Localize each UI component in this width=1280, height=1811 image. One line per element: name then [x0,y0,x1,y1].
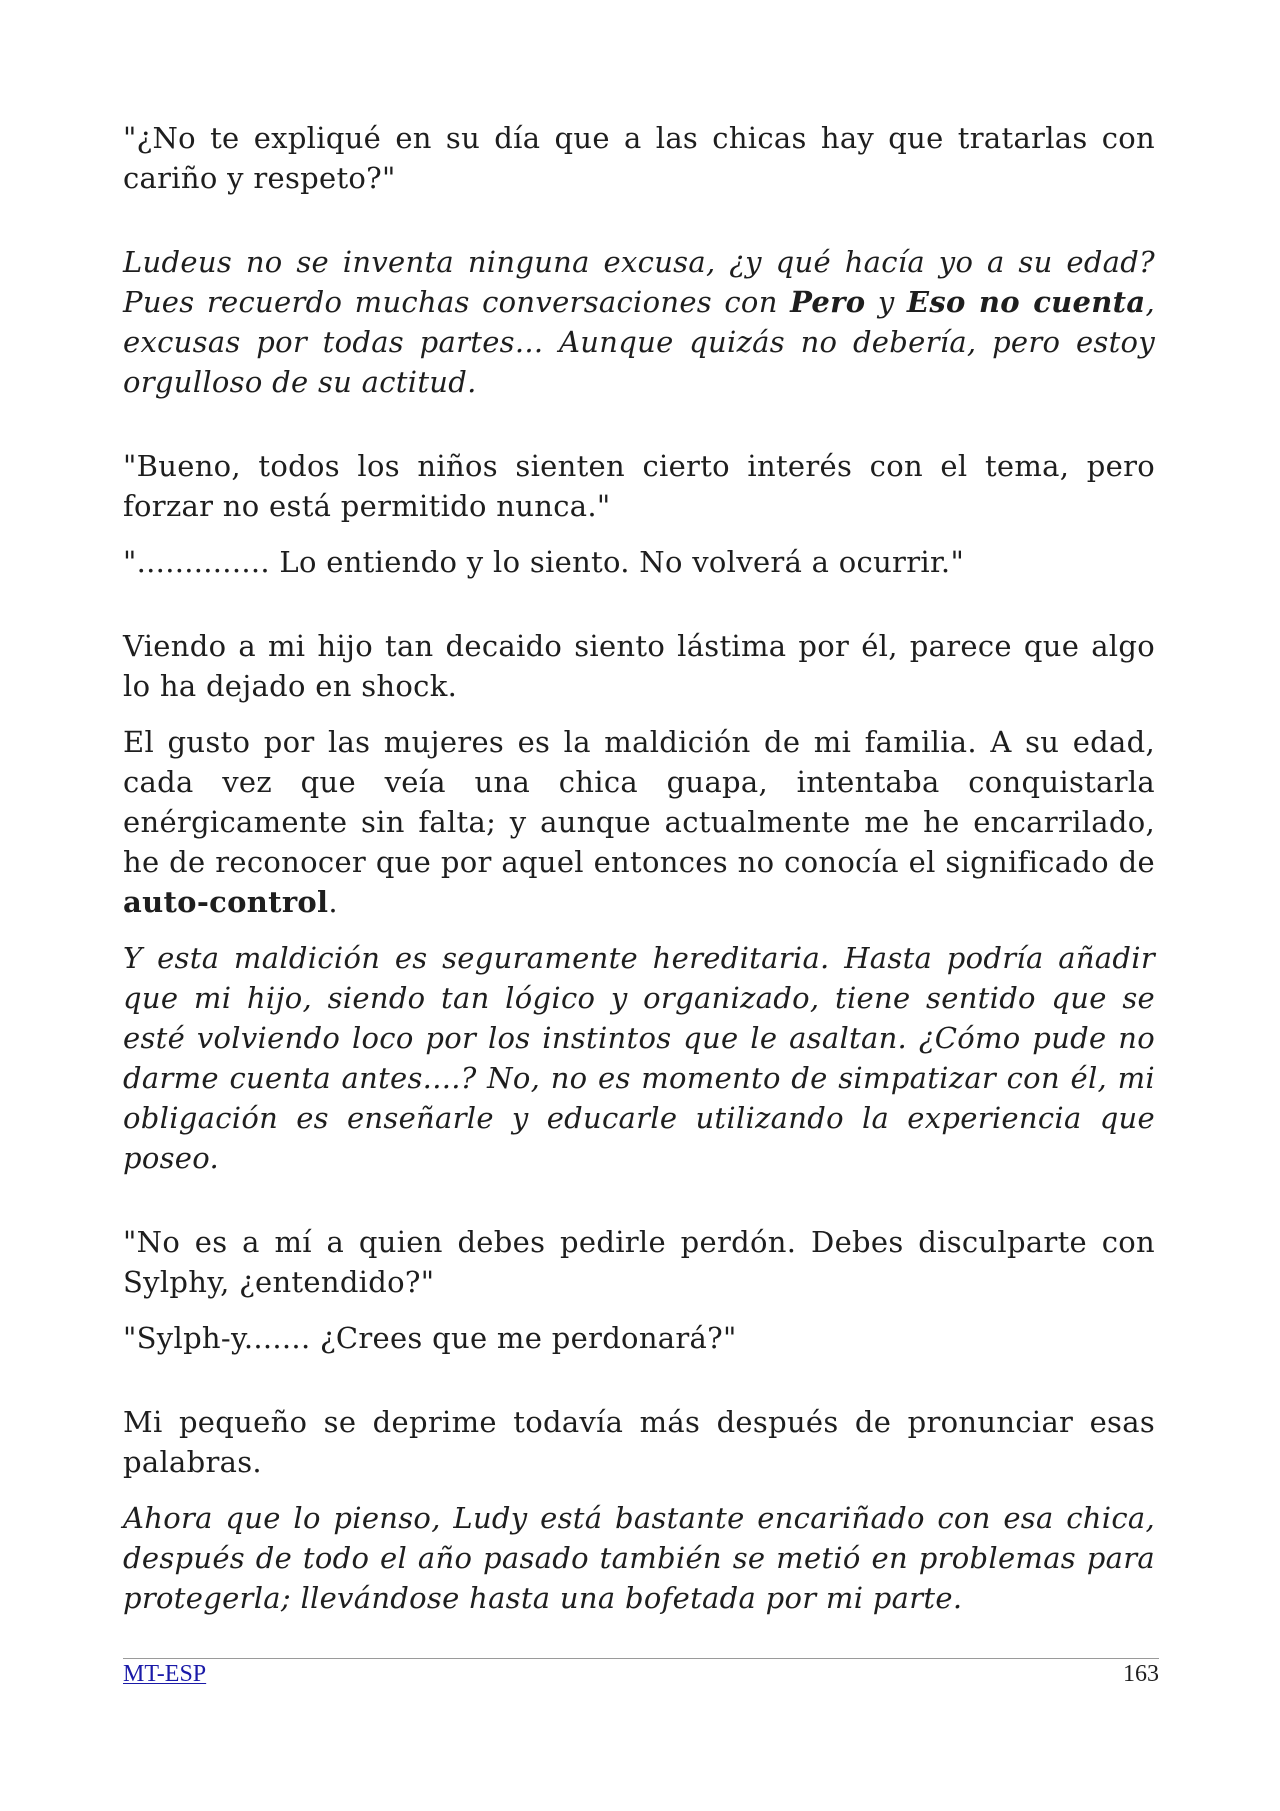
paragraph: Mi pequeño se deprime todavía más después de pronunciar esas palabras. [123,1405,1155,1479]
paragraph: ".............. Lo entiendo y lo siento. No volverá a ocurrir." [123,545,965,579]
paragraph: "Bueno, todos los niños sienten cierto interés con el tema, pero forzar no está permitido nunca." [123,449,1155,523]
bold-phrase: Eso no cuenta [906,285,1146,319]
paragraph: Ludeus no se inventa ninguna excusa, ¿y qué hacía yo a su edad? Pues recuerdo muchas conversaciones con Pero y Eso no cuenta, excusas por todas partes... Aunque quizás no debería, pero estoy orgulloso de su actitud. [123,245,1155,399]
paragraph: Viendo a mi hijo tan decaido siento lástima por él, parece que algo lo ha dejado en shock. [123,629,1155,703]
paragraph: "¿No te expliqué en su día que a las chicas hay que tratarlas con cariño y respeto?" [123,121,1155,195]
paragraph: "Sylph-y....... ¿Crees que me perdonará?" [123,1321,737,1355]
footer-divider [123,1658,1159,1659]
paragraph: Y esta maldición es seguramente hereditaria. Hasta podría añadir que mi hijo, siendo tan lógico y organizado, tiene sentido que se esté volviendo loco por los instintos que le asaltan. ¿Cómo pude no darme cuenta antes....? No, no es momento de simpatizar con él, mi obligación es enseñarle y educarle utilizando la experiencia que poseo. [123,941,1155,1175]
paragraph: "No es a mí a quien debes pedirle perdón. Debes disculparte con Sylphy, ¿entendido?" [123,1225,1155,1299]
footer-link[interactable]: MT-ESP [123,1661,207,1687]
bold-phrase: auto-control [123,885,329,919]
paragraph: El gusto por las mujeres es la maldición de mi familia. A su edad, cada vez que veía una chica guapa, intentaba conquistarla enérgicamente sin falta; y aunque actualmente me he encarrilado, he de reconocer que por aquel entonces no conocía el significado de auto-control. [123,725,1155,919]
bold-phrase: Pero [790,285,866,319]
body-text [123,118,1155,1618]
page-number: 163 [1123,1661,1159,1687]
paragraph: Ahora que lo pienso, Ludy está bastante encariñado con esa chica, después de todo el año pasado también se metió en problemas para protegerla; llevándose hasta una bofetada por mi parte. [123,1501,1155,1615]
